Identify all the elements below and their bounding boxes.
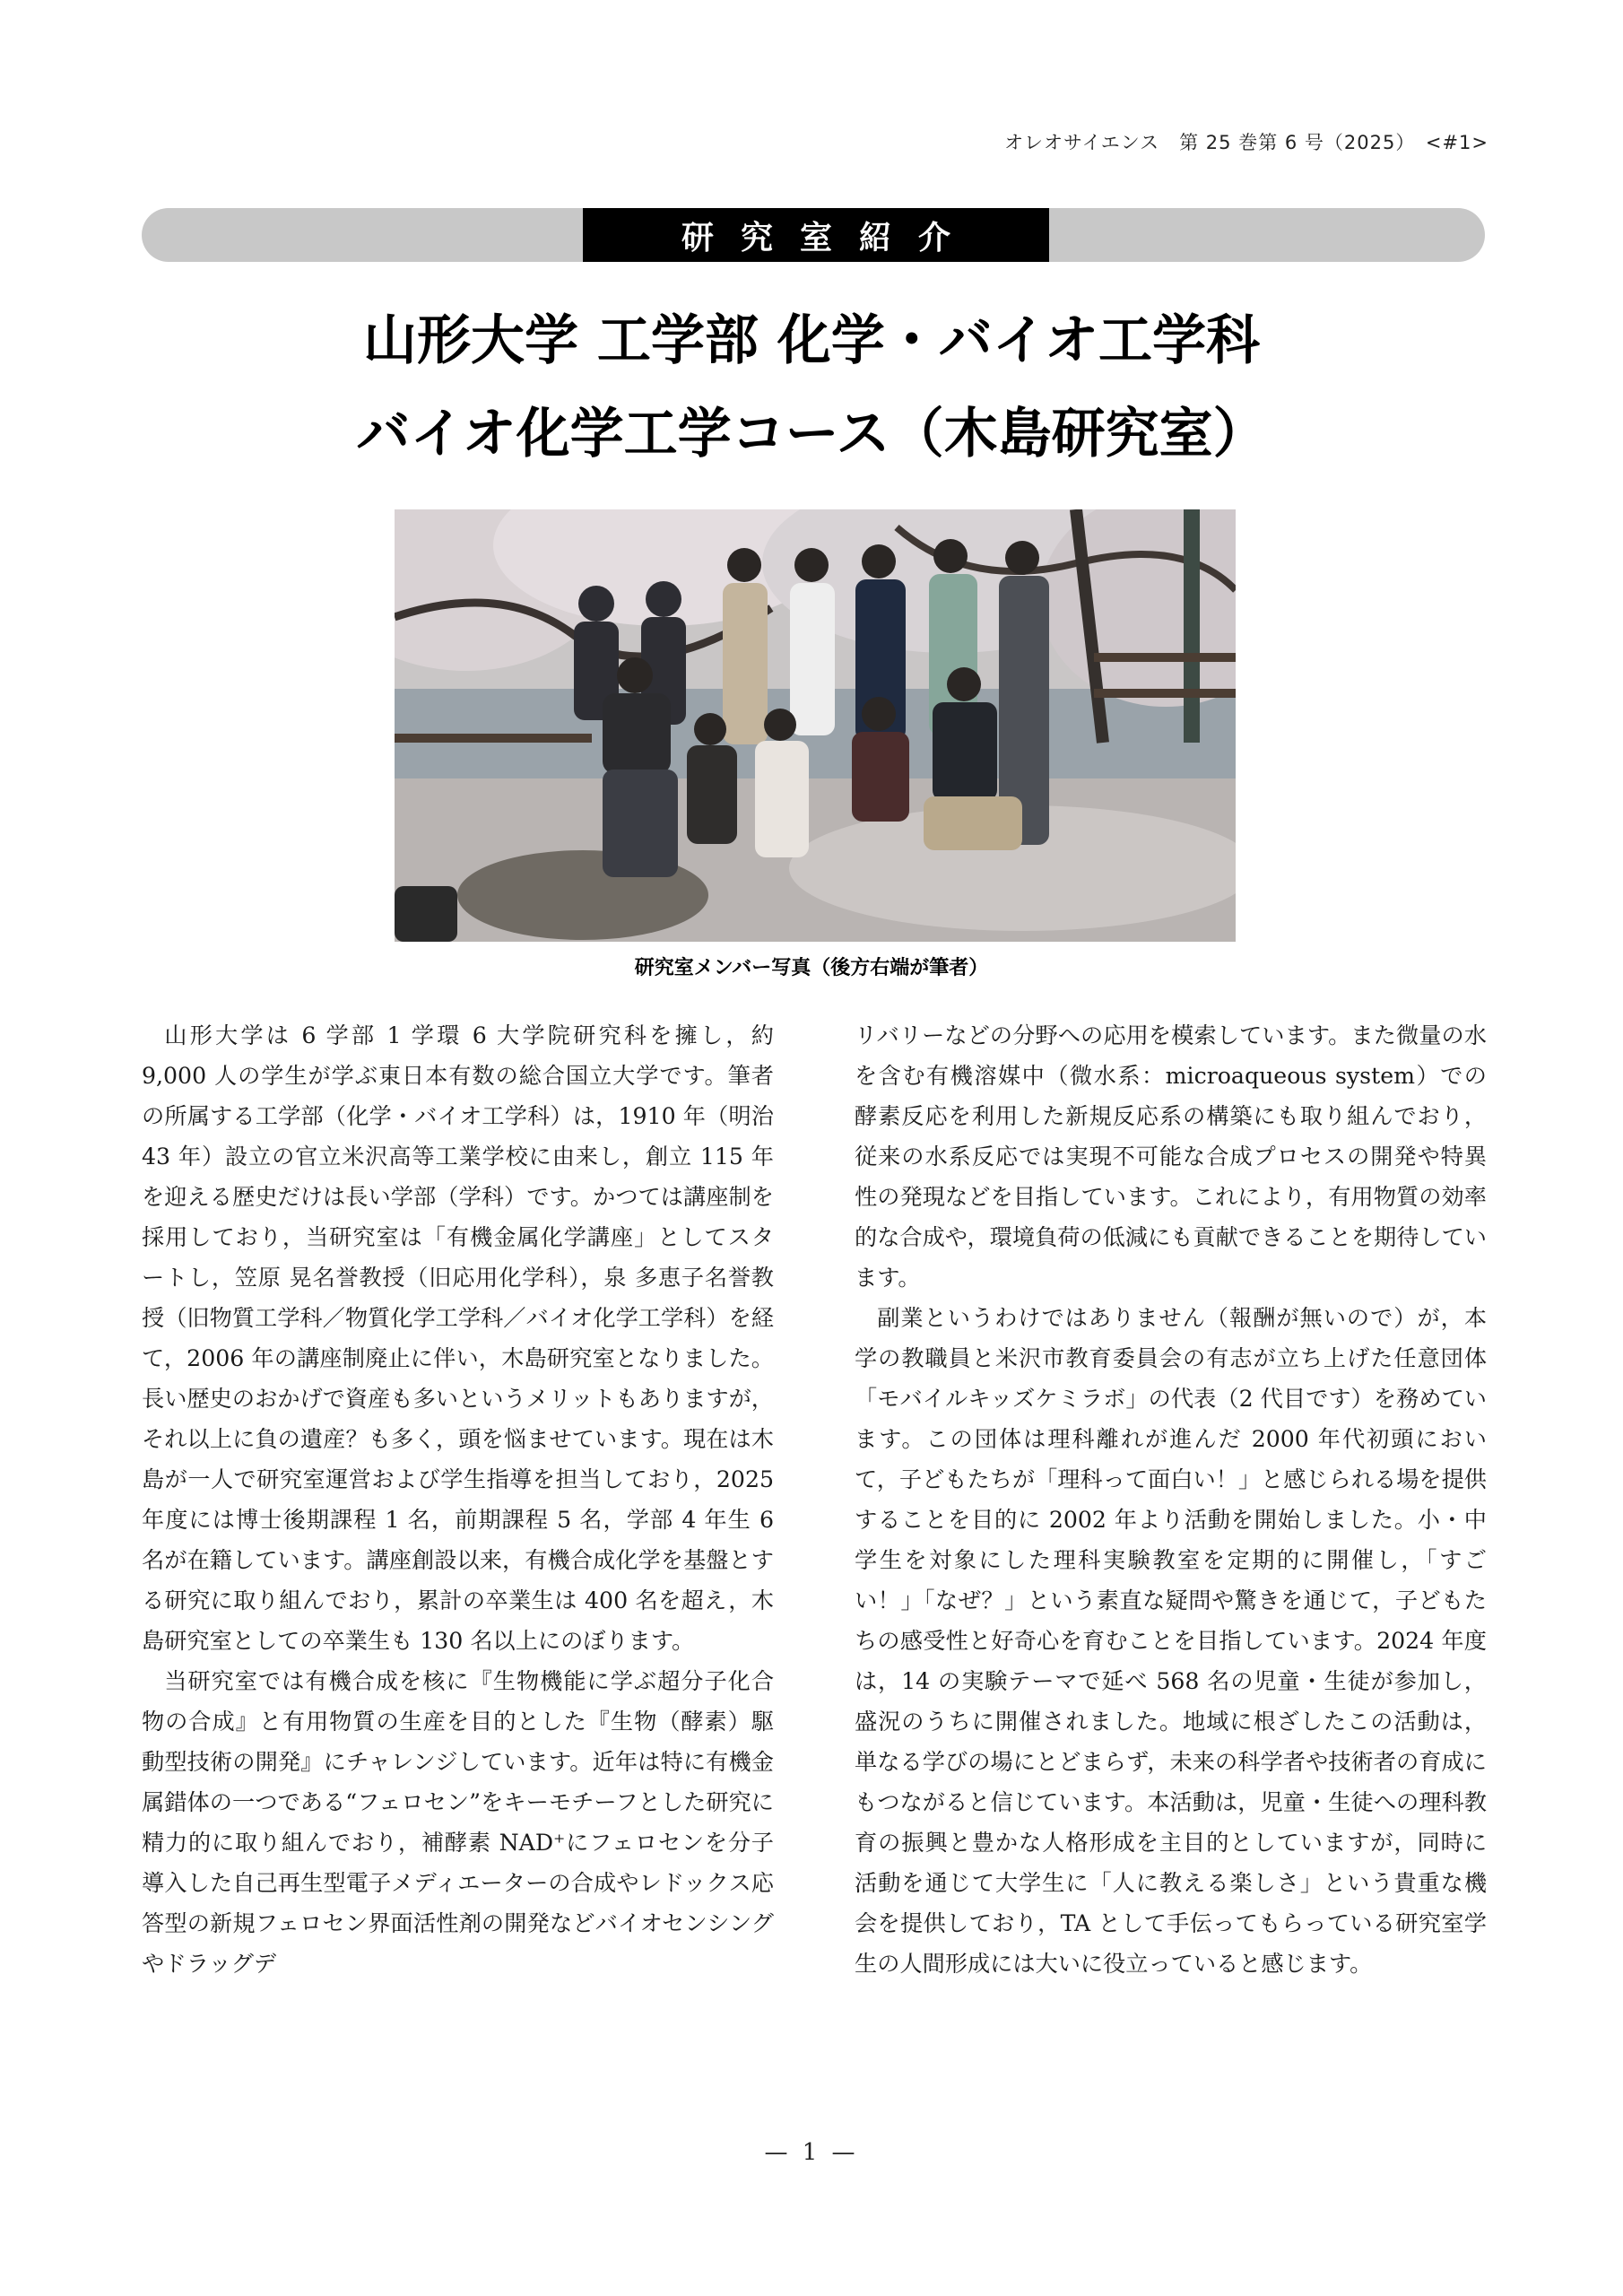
article-title-line-2: バイオ化学工学コース（木島研究室） [356, 403, 1267, 465]
article-column-right [855, 1015, 1487, 1984]
article-title [0, 294, 1623, 481]
article-column-left [142, 1015, 774, 1984]
article-title-line-1: 山形大学 工学部 化学・バイオ工学科 [363, 309, 1260, 372]
left-paragraph-1: 山形大学は 6 学部 1 学環 6 大学院研究科を擁し，約 9,000 人の学生が学ぶ東日本有数の総合国立大学です。筆者の所属する工学部（化学・バイオ工学科）は，1910 年（明治 43 年）設立の官立米沢高等工業学校に由来し，創立 115 年を迎える歴史だけは長い学部（学科）です。かつては講座制を採用しており，当研究室は「有機金属化学講座」としてスタートし，笠原 晃名誉教授（旧応用化学科），泉 多恵子名誉教授（旧物質工学科／物質化学工学科／バイオ化学工学科）を経て，2006 年の講座制廃止に伴い，木島研究室となりました。長い歴史のおかげで資産も多いというメリットもありますが，それ以上に負の遺産？も多く，頭を悩ませています。現在は木島が一人で研究室運営および学生指導を担当しており，2025 年度には博士後期課程 1 名，前期課程 5 名，学部 4 年生 6 名が在籍しています。講座創設以来，有機合成化学を基盤とする研究に取り組んでおり，累計の卒業生は 400 名を超え，木島研究室としての卒業生も 130 名以上にのぼります。 [142, 1022, 774, 1654]
right-paragraph-1: リバリーなどの分野への応用を模索しています。また微量の水を含む有機溶媒中（微水系：microaqueous system）での酵素反応を利用した新規反応系の構築にも取り組んでおり，従来の水系反応では実現不可能な合成プロセスの開発や特異性の発現などを目指しています。これにより，有用物質の効率的な合成や，環境負荷の低減にも貢献できることを期待しています。 [855, 1022, 1487, 1291]
left-paragraph-2: 当研究室では有機合成を核に『生物機能に学ぶ超分子化合物の合成』と有用物質の生産を目的とした『生物（酵素）駆動型技術の開発』にチャレンジしています。近年は特に有機金属錯体の一つである“フェロセン”をキーモチーフとした研究に精力的に取り組んでおり，補酵素 NAD⁺にフェロセンを分子導入した自己再生型電子メディエーターの合成やレドックス応答型の新規フェロセン界面活性剤の開発などバイオセンシングやドラッグデ [142, 1668, 775, 1977]
right-paragraph-2: 副業というわけではありません（報酬が無いので）が，本学の教職員と米沢市教育委員会の有志が立ち上げた任意団体「モバイルキッズケミラボ」の代表（2 代目です）を務めています。この団体は理科離れが進んだ 2000 年代初頭において，子どもたちが「理科って面白い！」と感じられる場を提供することを目的に 2002 年より活動を開始しました。小・中学生を対象にした理科実験教室を定期的に開催し，「すごい！」「なぜ？」という素直な疑問や驚きを通じて，子どもたちの感受性と好奇心を育むことを目指しています。2024 年度は，14 の実験テーマで延べ 568 名の児童・生徒が参加し，盛況のうちに開催されました。地域に根ざしたこの活動は，単なる学びの場にとどまらず，未来の科学者や技術者の育成にもつながると信じています。本活動は，児童・生徒への理科教育の振興と豊かな人格形成を主目的としていますが，同時に活動を通じて大学生に「人に教える楽しさ」という貴重な機会を提供しており，TA として手伝ってもらっている研究室学生の人間形成には大いに役立っていると感じます。 [855, 1305, 1487, 1977]
journal-header-info: オレオサイエンス 第 25 巻第 6 号（2025） <#1> [1004, 132, 1488, 153]
photo-caption: 研究室メンバー写真（後方右端が筆者） [634, 957, 989, 979]
page-number: — 1 — [764, 2139, 859, 2166]
lab-member-photo [395, 509, 1236, 942]
section-banner-label: 研究室紹介 [583, 208, 1049, 262]
